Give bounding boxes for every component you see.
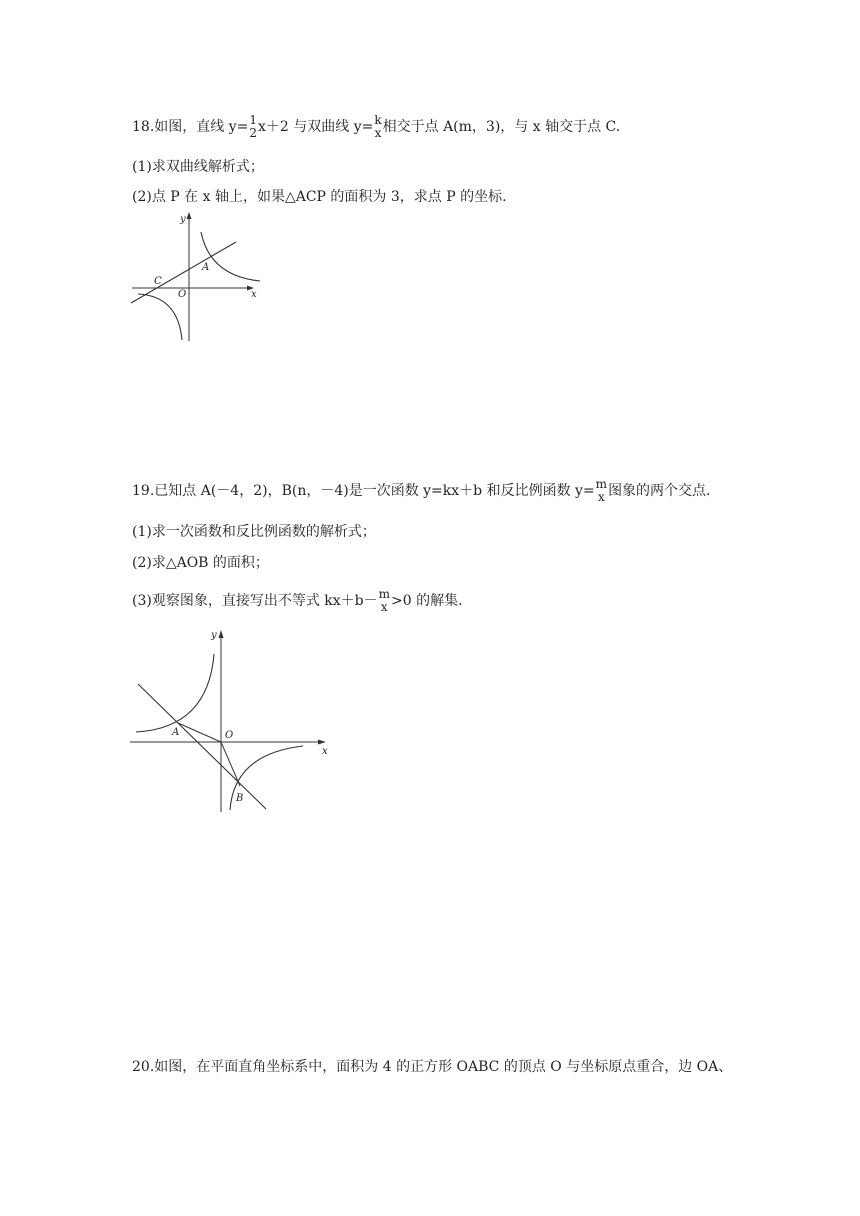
q19-part1: (1)求一次函数和反比例函数的解析式； [132,524,376,540]
q19-label-x: x [322,746,328,757]
q20-text: 如图，在平面直角坐标系中，面积为 4 的正方形 OABC 的顶点 O 与坐标原点重合，边 OA、 [154,1059,733,1075]
q19-number: 19. [132,483,155,499]
frac-numerator: m [595,477,608,491]
q19-x-arrow [318,740,326,745]
q19-y-arrow [219,630,224,638]
q18-hyperbola-branch-1 [201,232,260,281]
q18-text-c: 相交于点 A(m，3)，与 x 轴交于点 C. [382,119,621,135]
q18-text-a: 如图，直线 y= [154,119,249,135]
q19-stem [132,478,711,504]
q19-text-a: 已知点 A(－4，2)，B(n，－4)是一次函数 y=kx＋b 和反比例函数 y= [154,483,595,499]
q18-stem [132,114,620,140]
q19-figure [128,624,343,816]
q18-label-x: x [251,289,257,300]
q18-number: 18. [132,119,155,135]
q19-label-a: A [172,727,180,738]
q19-fraction-m-over-x [596,478,607,504]
q18-part2: (2)点 P 在 x 轴上，如果△ACP 的面积为 3，求点 P 的坐标. [132,189,507,205]
q18-text-b: x＋2 与双曲线 y= [258,119,374,135]
frac-numerator: 1 [249,113,257,127]
q19-line [138,684,266,809]
q19-label-o: O [225,730,234,741]
q20-stem [132,1057,732,1077]
q19-segment-ob [221,742,240,786]
q19-part2: (2)求△AOB 的面积； [132,555,269,571]
q18-part1: (1)求双曲线解析式； [132,159,264,175]
q18-label-o: O [178,289,187,300]
q18-fraction-k-over-x [374,114,381,140]
q18-y-arrow [187,212,192,219]
q19-part3 [132,588,463,614]
q19-text-b: 图象的两个交点. [608,483,711,499]
frac-denominator: 2 [249,126,257,140]
frac-denominator: x [374,126,382,140]
q19-label-y: y [211,630,217,641]
q18-label-c: C [154,276,162,287]
q18-label-y: y [180,214,186,225]
frac-denominator: x [597,490,605,504]
frac-denominator: x [380,600,388,614]
q19-label-b: B [236,793,244,804]
q20-number: 20. [132,1059,155,1075]
frac-numerator: m [378,587,391,601]
q19-segment-oa [178,723,221,742]
q18-figure [128,208,263,343]
q19-part3-text-a: (3)观察图象，直接写出不等式 kx＋b－ [132,593,378,609]
q19-part3-fraction [379,588,390,614]
q18-fraction-half [249,114,257,140]
q18-hyperbola-branch-2 [138,294,182,340]
q18-label-a: A [202,262,210,273]
frac-numerator: k [374,113,382,127]
q19-part3-text-b: >0 的解集. [391,593,463,609]
